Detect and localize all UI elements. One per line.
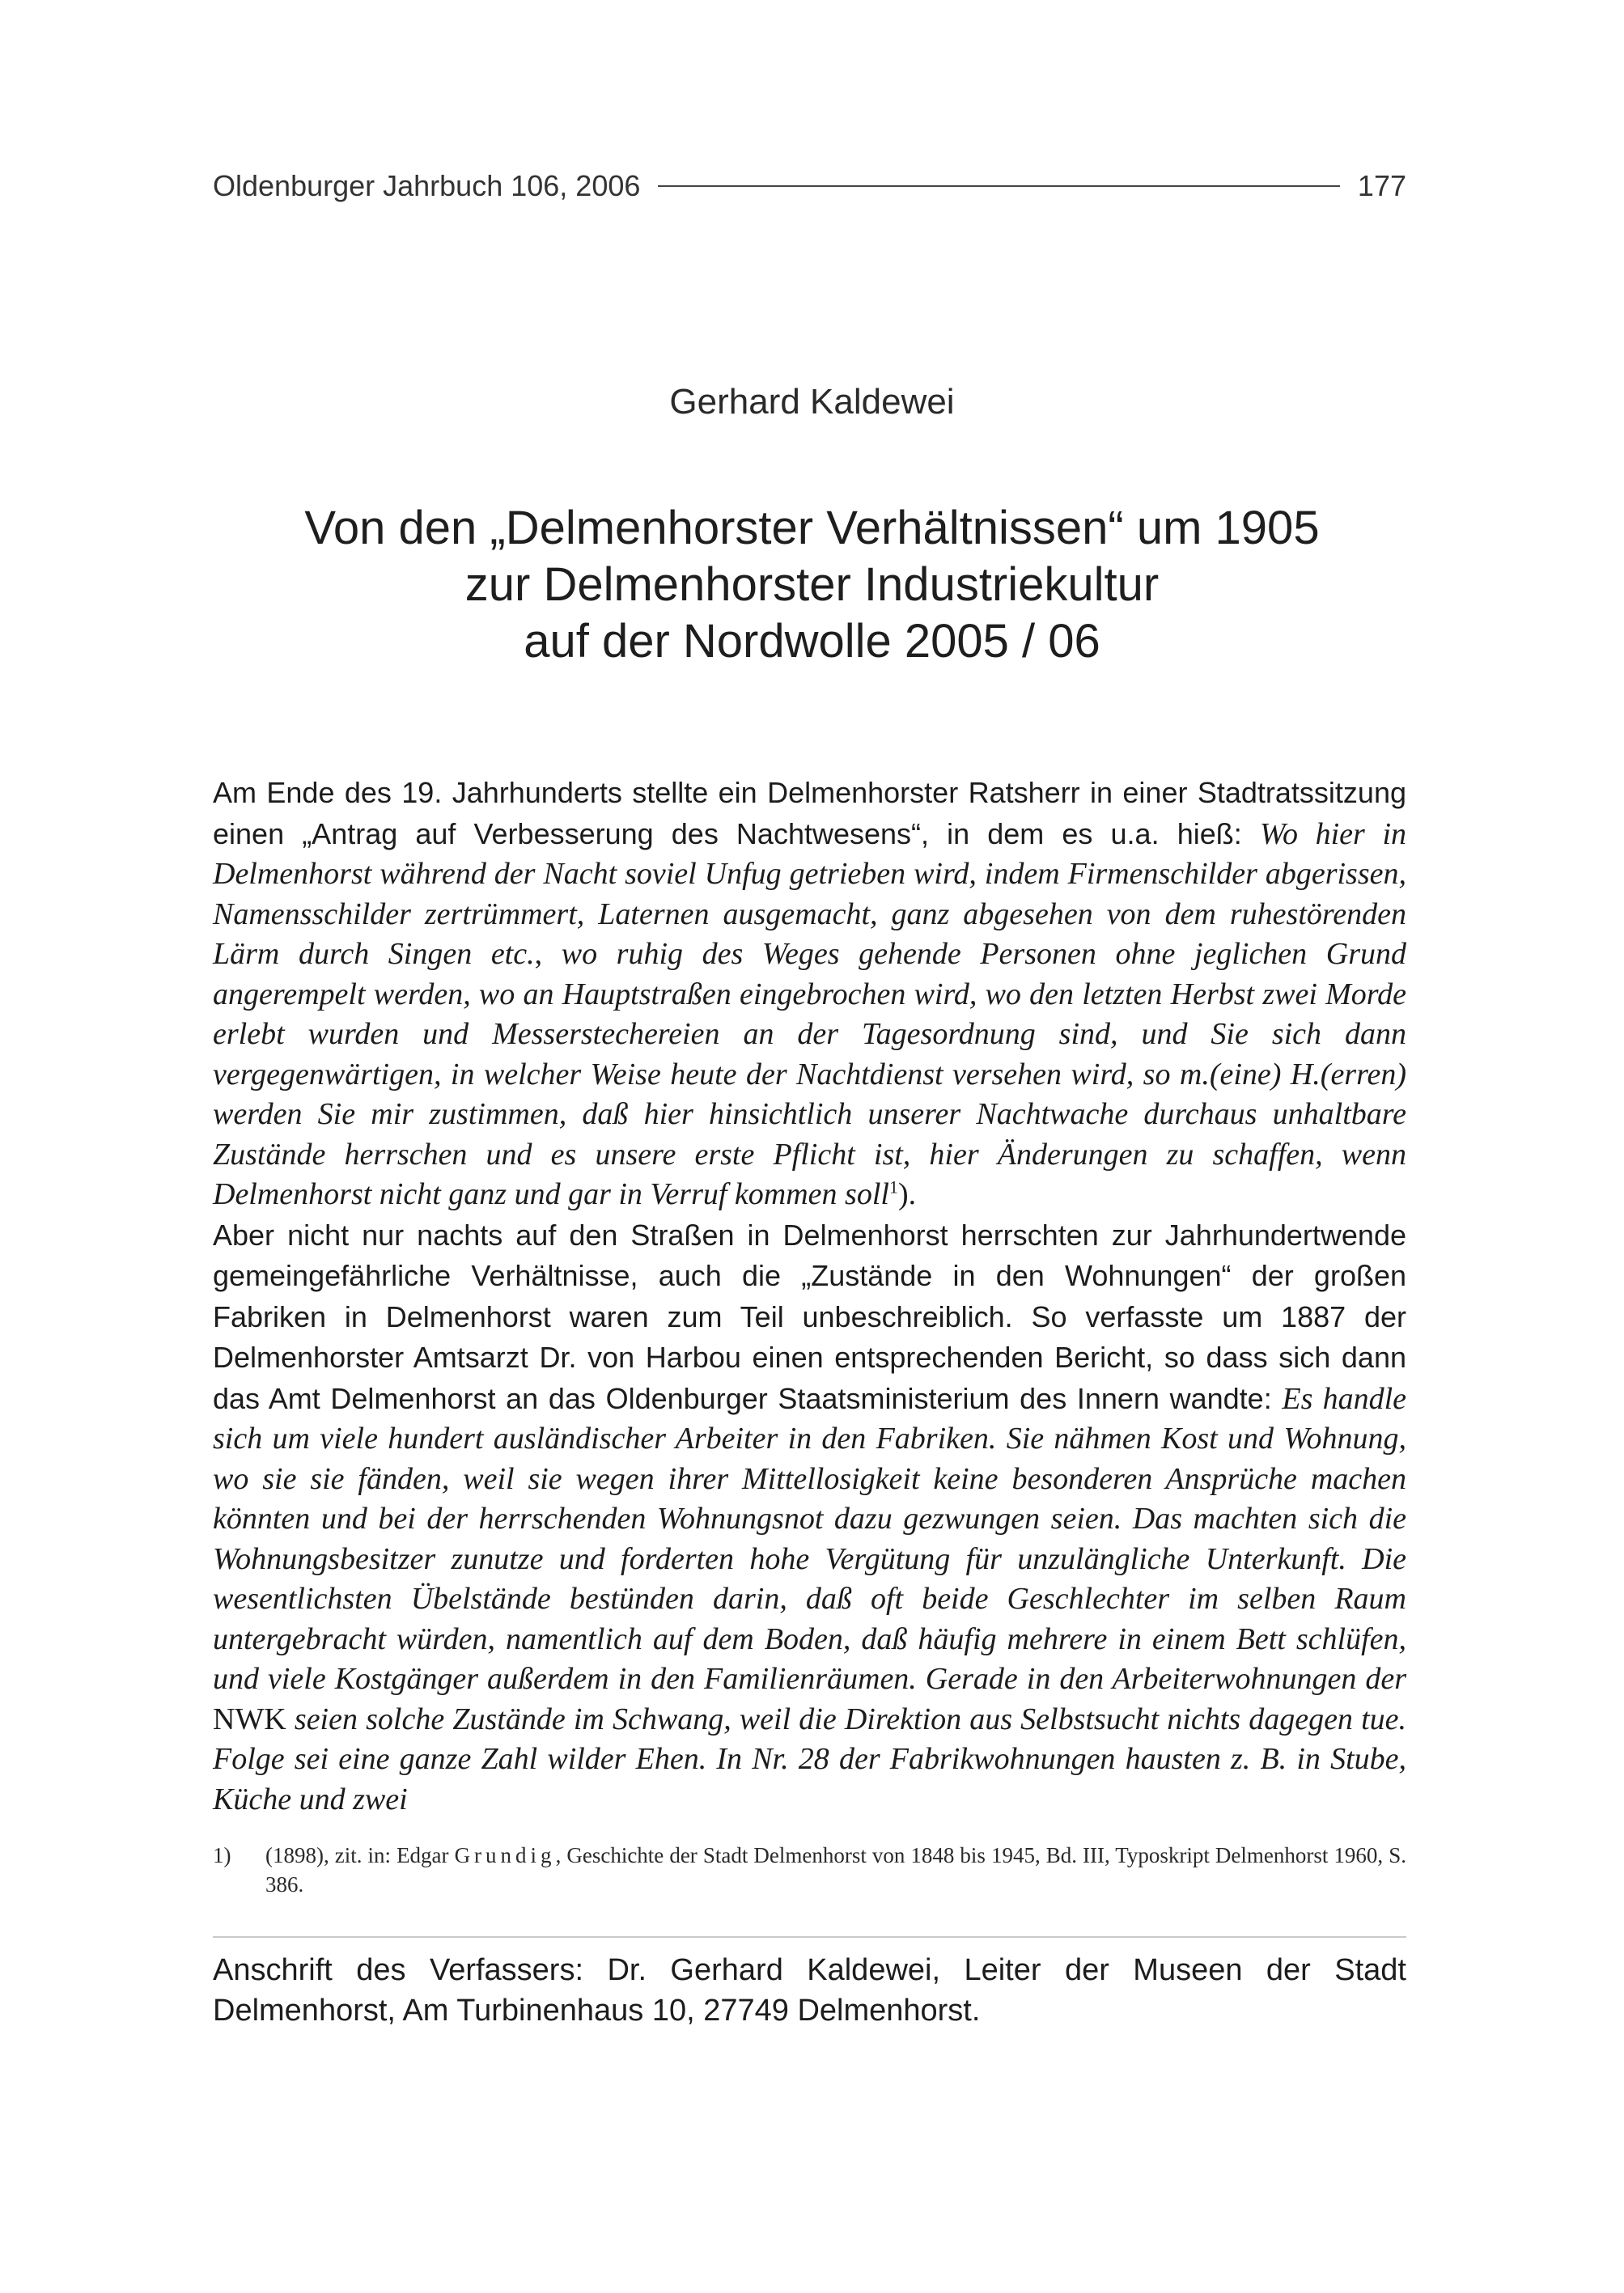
p2-intro: Aber nicht nur nachts auf den Straßen in Delmenhorst herrschten zur Jahrhundertwende gemeingefährliche Verhältnisse, auch die „Zustände in den Wohnungen“ der großen Fabriken in Delmenhorst waren zum Teil unbeschreiblich. So verfasste um 1887 der Delmenhorster Amtsarzt Dr. von Harbou einen entsprechenden Bericht, so dass sich dann das Amt Delmenhorst an das Oldenburger Staatsministerium des Innern wandte: (213, 1218, 1406, 1415)
footnote-text-a: (1898), zit. in: Edgar (265, 1843, 455, 1867)
article-title (0, 500, 1624, 670)
footnote-cited-author: Grundig (454, 1843, 556, 1867)
article-body (213, 773, 1406, 1820)
footnote-1 (213, 1841, 1406, 1899)
title-line-1: Von den „Delmenhorster Verhältnissen“ um 1905 (304, 502, 1320, 554)
journal-title: Oldenburger Jahrbuch 106, 2006 (213, 169, 641, 202)
title-line-2: zur Delmenhorster Industriekultur (464, 558, 1160, 611)
p1-intro: Am Ende des 19. Jahrhunderts stellte ein Delmenhorster Ratsherr in einer Stadtratssitzung einen „Antrag auf Verbesserung des Nachtwesens“, in dem es u.a. hieß: (213, 776, 1406, 850)
p1-quote-a: Wo hier in Delmenhorst während der Nacht soviel Unfug getrieben wird, indem Firmenschilder abgerissen, Namensschilder zertrümmert, Laternen ausgemacht, ganz abgesehen von dem ruhestörenden Lärm durch Singen etc. (213, 816, 1406, 971)
footnote-reference[interactable]: 1 (888, 1176, 898, 1197)
p2-quote-end: seien solche Zustände im Schwang, weil die Direktion aus Selbstsucht nichts dagegen tue. Folge sei eine ganze Zahl wilder Ehen. In Nr. 28 der Fabrikwohnungen hausten z. B. in Stube, Küche und zwei (213, 1702, 1406, 1816)
page-number: 177 (1357, 169, 1406, 202)
title-line-3: auf der Nordwolle 2005 / 06 (524, 615, 1100, 668)
paragraph-2 (213, 1215, 1406, 1820)
p2-nwk: NWK (213, 1702, 286, 1736)
p1-end: ). (897, 1177, 917, 1211)
article-author: Gerhard Kaldewei (669, 382, 955, 422)
header-rule (658, 185, 1340, 187)
author-address: Anschrift des Verfassers: Dr. Gerhard Kaldewei, Leiter der Museen der Stadt Delmenhorst, Am Turbinenhaus 10, 27749 Delmenhorst. (213, 1953, 1406, 2028)
footnote-mark: 1) (213, 1843, 231, 1867)
footnote-text-b: , Geschichte der Stadt Delmenhorst von 1848 bis 1945, Bd. III, Typoskript Delmenhorst 1960, S. 386. (265, 1843, 1406, 1897)
p1-comma: , (534, 937, 562, 971)
running-header (213, 162, 1406, 210)
p1-quote-b: wo ruhig des Weges gehende Personen ohne jeglichen Grund angerempelt werden, wo an Hauptstraßen eingebrochen wird, wo den letzten Herbst zwei Morde erlebt wurden und Messerstechereien an der Tagesordnung sind, und Sie sich dann vergegenwärtigen, in welcher Weise heute der Nachtdienst versehen wird, so m.(eine) H.(erren) werden Sie mir zustimmen, daß hier hinsichtlich unserer Nachtwache durchaus unhaltbare Zustände herrschen und es unsere erste Pflicht ist, hier Änderungen zu schaffen, wenn Delmenhorst nicht ganz und gar in Verruf kommen soll (213, 937, 1406, 1211)
paragraph-1 (213, 773, 1406, 1215)
footnote-text (265, 1841, 1406, 1899)
p2-quote: Es handle sich um viele hundert ausländischer Arbeiter in den Fabriken. Sie nähmen Kost und Wohnung, wo sie sie fänden, weil sie wegen ihrer Mittellosigkeit keine besonderen Ansprüche machen könnten und bei der herrschenden Wohnungsnot dazu gezwungen seien. Das machten sich die Wohnungsbesitzer zunutze und forderten hohe Vergütung für unzulängliche Unterkunft. Die wesentlichsten Übelstände bestünden darin, daß oft beide Geschlechter im selben Raum untergebracht würden, namentlich auf dem Boden, daß häufig mehrere in einem Bett schlüfen, und viele Kostgänger außerdem in den Familienräumen. Gerade in den Arbeiterwohnungen der (213, 1381, 1406, 1696)
footer-divider (213, 1936, 1406, 1938)
